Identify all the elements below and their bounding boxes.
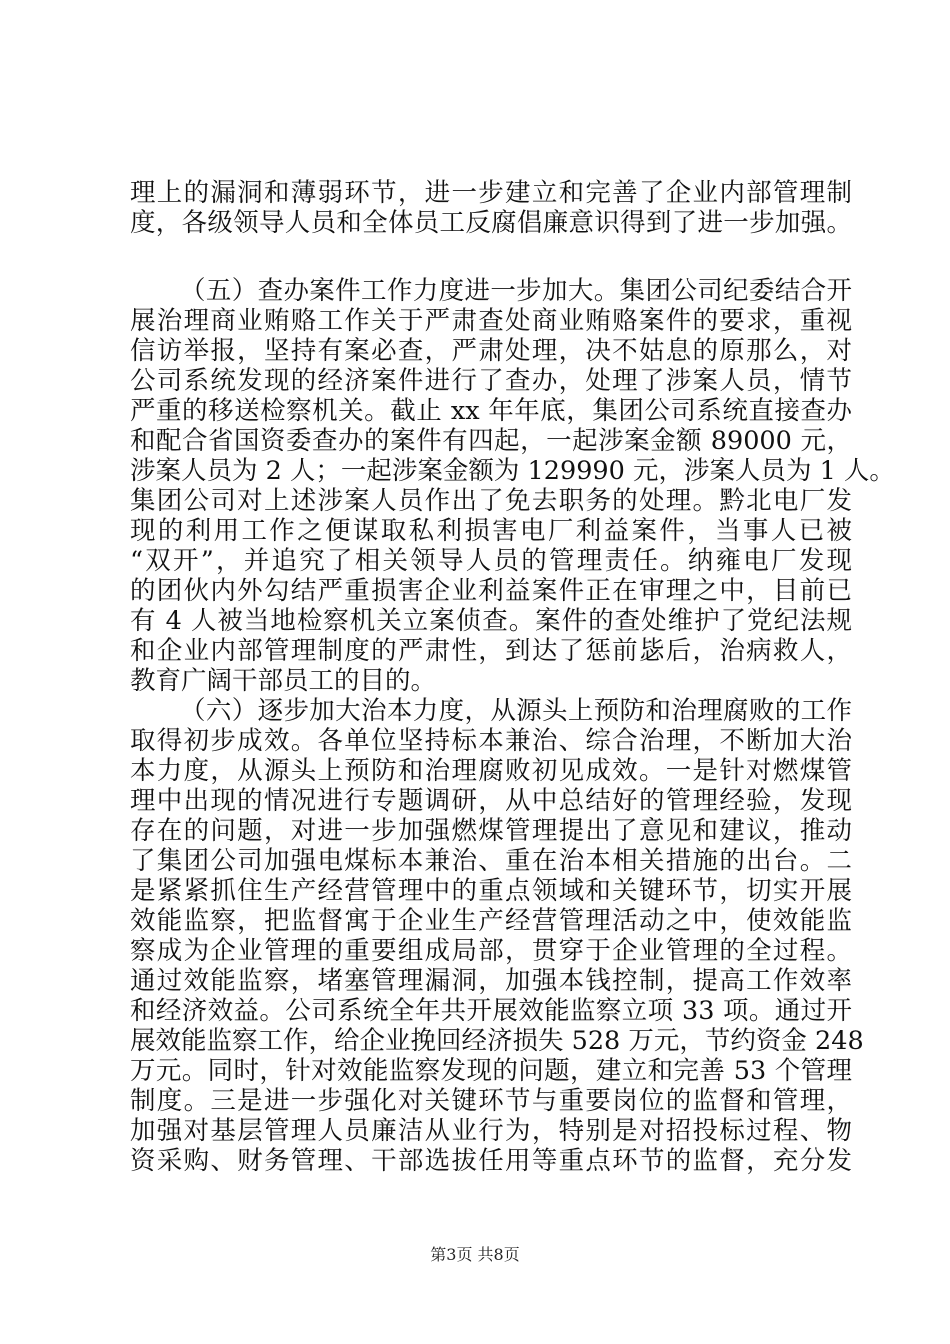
text-line: 度，各级领导人员和全体员工反腐倡廉意识得到了进一步加强。 <box>130 208 852 238</box>
text-line: 涉案人员为 2 人；一起涉案金额为 129990 元，涉案人员为 1 人。 <box>130 456 895 486</box>
text-line: 察成为企业管理的重要组成局部，贯穿于企业管理的全过程。 <box>130 936 852 966</box>
text-line: 和经济效益。公司系统全年共开展效能监察立项 33 项。通过开 <box>130 996 852 1026</box>
text-line: 集团公司对上述涉案人员作出了免去职务的处理。黔北电厂发 <box>130 486 852 516</box>
text-line: 效能监察，把监督寓于企业生产经营管理活动之中，使效能监 <box>130 906 852 936</box>
text-line: 有 4 人被当地检察机关立案侦查。案件的查处维护了党纪法规 <box>130 606 852 636</box>
text-line: 了集团公司加强电煤标本兼治、重在治本相关措施的出台。二 <box>130 846 852 876</box>
text-line: 和配合省国资委查办的案件有四起，一起涉案金额 89000 元， <box>130 426 852 456</box>
paragraph-gap <box>130 238 852 276</box>
text-line: 本力度，从源头上预防和治理腐败初见成效。一是针对燃煤管 <box>130 756 852 786</box>
paragraph-section-6 <box>130 696 864 1176</box>
text-line: 制度。三是进一步强化对关键环节与重要岗位的监督和管理， <box>130 1086 852 1116</box>
text-line: 万元。同时，针对效能监察发现的问题，建立和完善 53 个管理 <box>130 1056 852 1086</box>
text-line: “双开”，并追究了相关领导人员的管理责任。纳雍电厂发现 <box>130 546 852 576</box>
text-line: （六）逐步加大治本力度，从源头上预防和治理腐败的工作 <box>180 696 852 726</box>
document-body <box>130 178 895 1176</box>
text-line: 现的利用工作之便谋取私利损害电厂利益案件，当事人已被 <box>130 516 852 546</box>
page-footer: 第3页 共8页 <box>430 1245 520 1264</box>
text-line: 取得初步成效。各单位坚持标本兼治、综合治理，不断加大治 <box>130 726 852 756</box>
text-line: 资采购、财务管理、干部选拔任用等重点环节的监督，充分发 <box>130 1146 852 1176</box>
text-line: 理上的漏洞和薄弱环节，进一步建立和完善了企业内部管理制 <box>130 178 852 208</box>
paragraph-continuation <box>130 178 852 238</box>
text-line: 严重的移送检察机关。截止 xx 年年底，集团公司系统直接查办 <box>130 396 852 426</box>
text-line: 的团伙内外勾结严重损害企业利益案件正在审理之中，目前已 <box>130 576 852 606</box>
text-line: （五）查办案件工作力度进一步加大。集团公司纪委结合开 <box>180 276 852 306</box>
text-line: 理中出现的情况进行专题调研，从中总结好的管理经验，发现 <box>130 786 852 816</box>
text-line: 是紧紧抓住生产经营管理中的重点领域和关键环节，切实开展 <box>130 876 852 906</box>
text-line: 教育广阔干部员工的目的。 <box>130 666 437 696</box>
text-line: 展治理商业贿赂工作关于严肃查处商业贿赂案件的要求，重视 <box>130 306 852 336</box>
text-line: 和企业内部管理制度的严肃性，到达了惩前毖后，治病救人， <box>130 636 852 666</box>
text-line: 信访举报，坚持有案必查，严肃处理，决不姑息的原那么，对 <box>130 336 852 366</box>
text-line: 加强对基层管理人员廉洁从业行为，特别是对招投标过程、物 <box>130 1116 852 1146</box>
paragraph-section-5 <box>130 276 895 696</box>
text-line: 存在的问题，对进一步加强燃煤管理提出了意见和建议，推动 <box>130 816 852 846</box>
text-line: 展效能监察工作，给企业挽回经济损失 528 万元，节约资金 248 <box>130 1026 864 1056</box>
text-line: 公司系统发现的经济案件进行了查办，处理了涉案人员，情节 <box>130 366 852 396</box>
text-line: 通过效能监察，堵塞管理漏洞，加强本钱控制，提高工作效率 <box>130 966 852 996</box>
